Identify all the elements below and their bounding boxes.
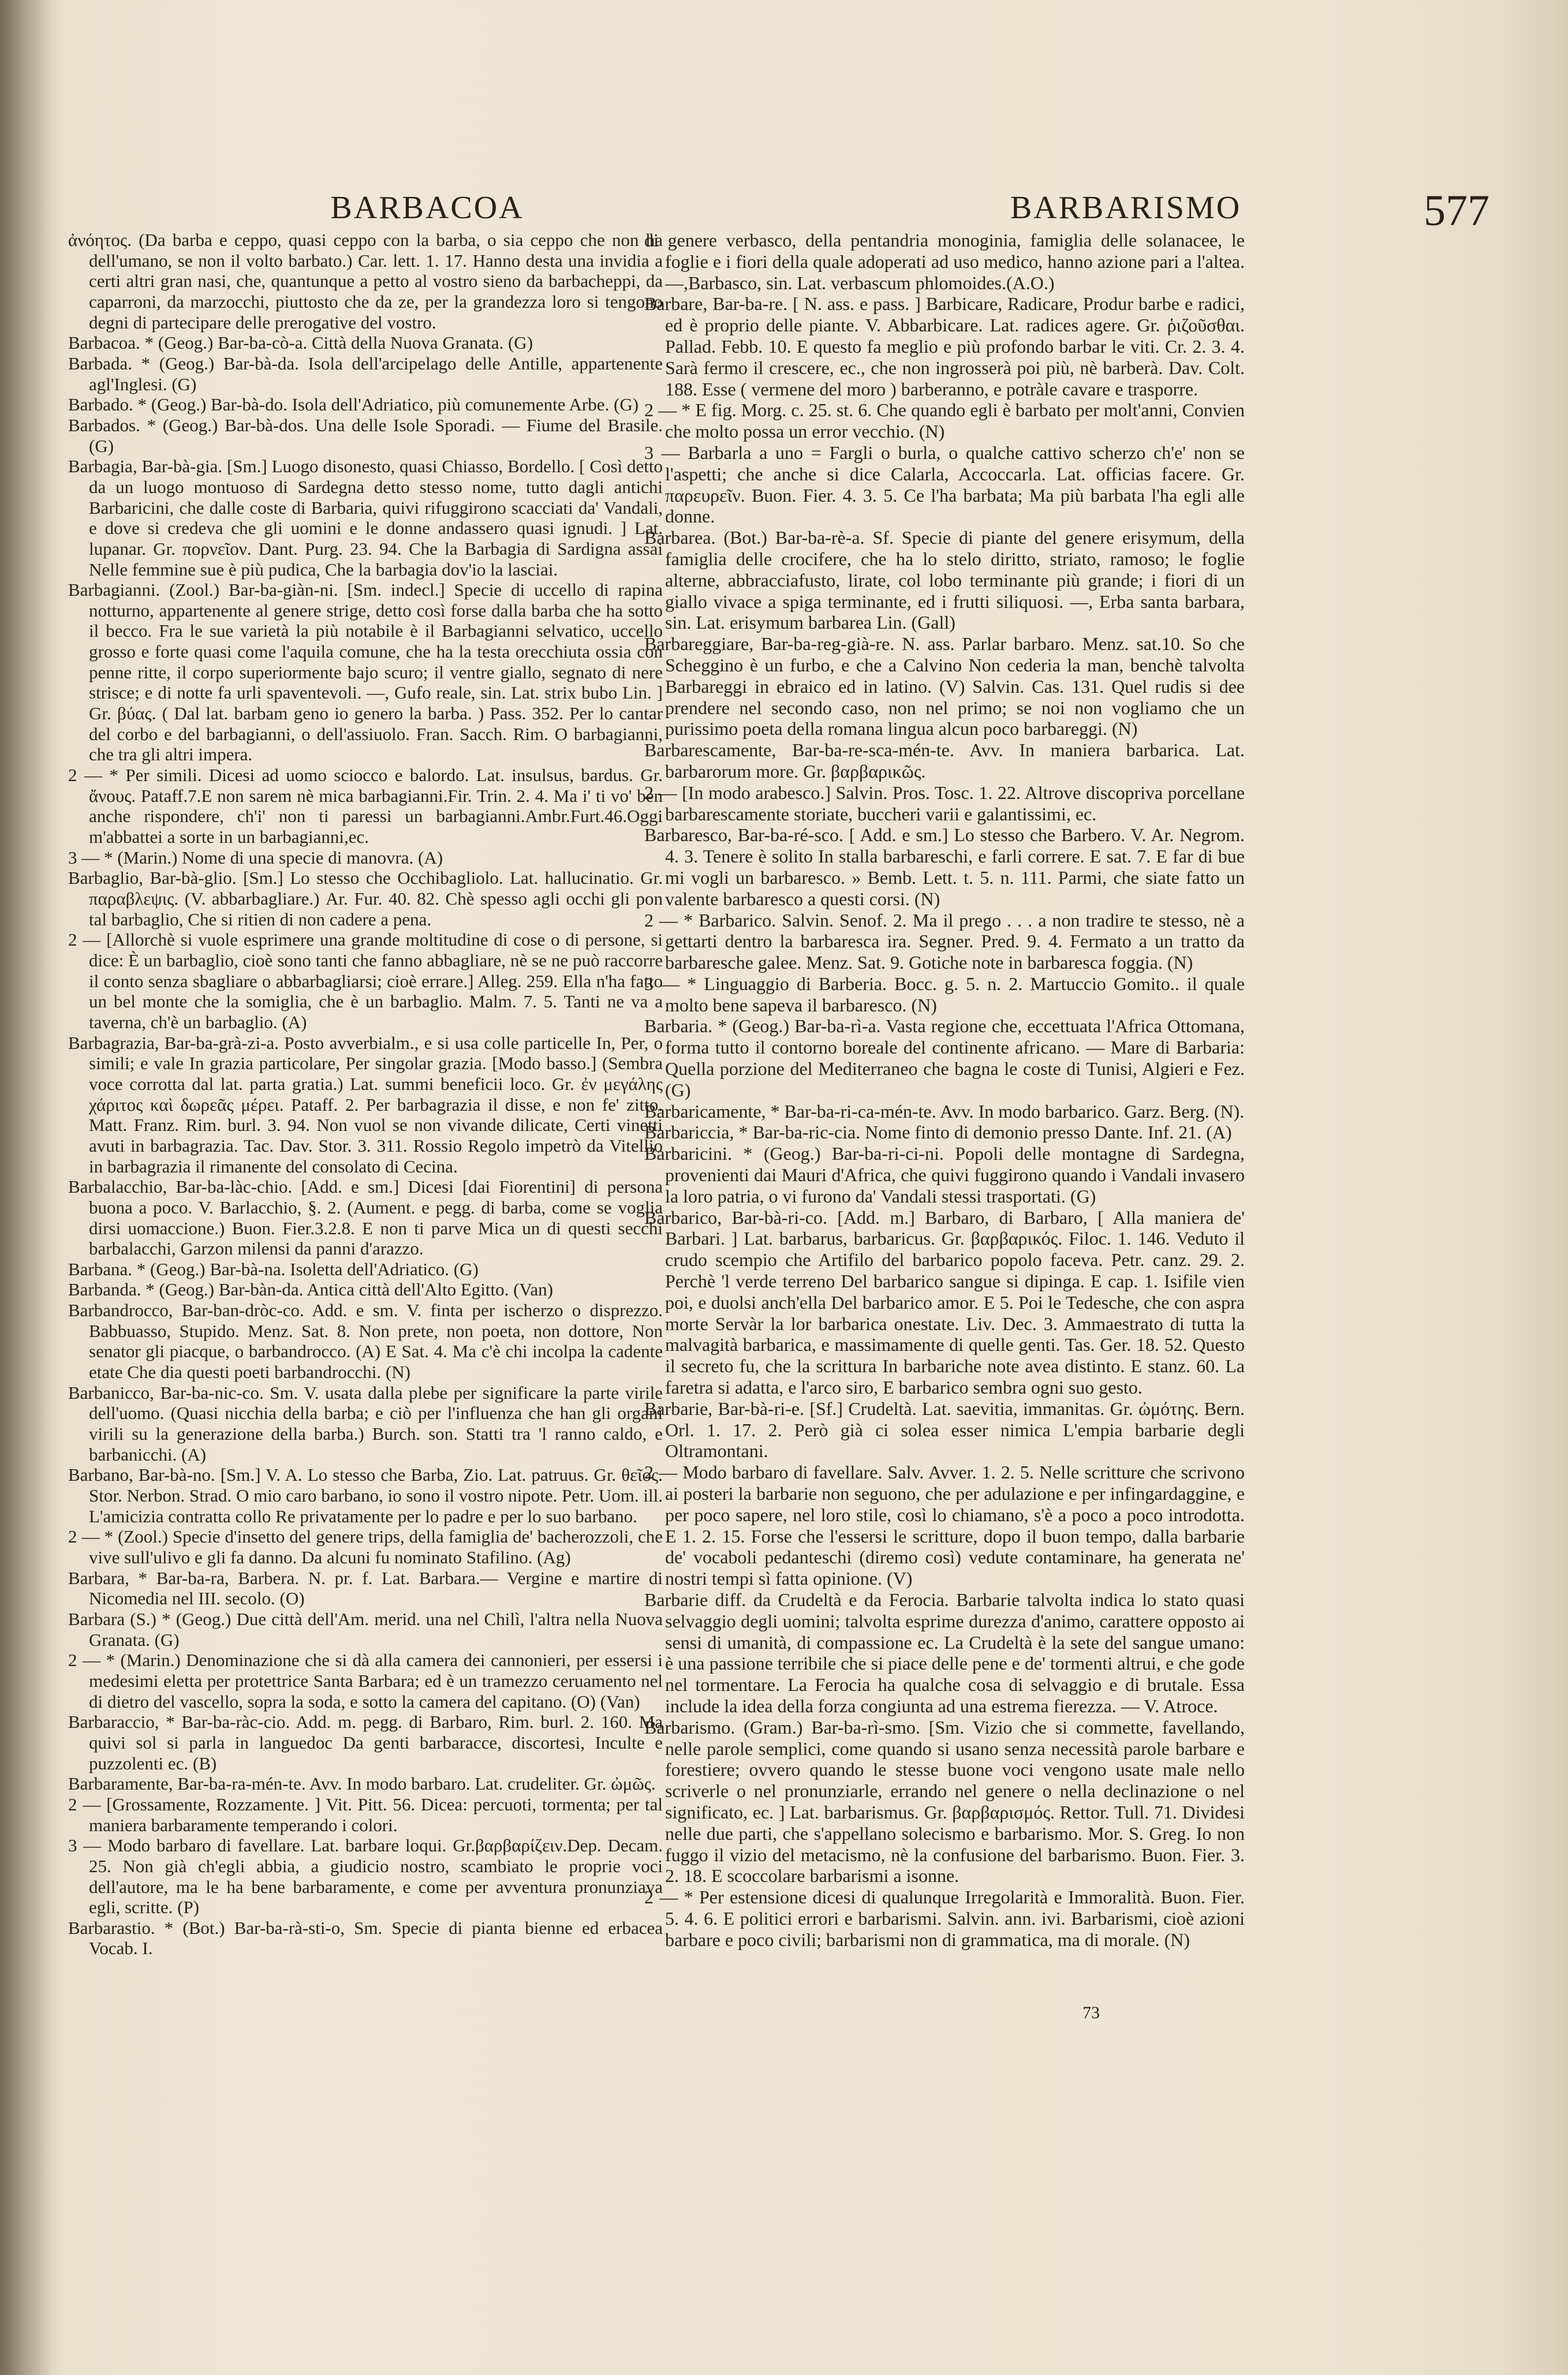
dictionary-entry: Barbarismo. (Gram.) Bar-ba-rì-smo. [Sm. Vizio che si commette, favellando, nelle parole semplici, come quando si usano senza necessità parole barbare e forestiere; ovvero quando le stesse buone voci vengono usate male nello scriverle o nel pronunziarle, errando nel genere o nella declinazione o nel significato, ec. ] Lat. barbarismus. Gr. βαρβαρισμός. Rettor. Tull. 71. Dividesi nelle due parti, che s'appellano solecismo e barbarismo. Mor. S. Greg. Io non fuggo il vizio del metacismo, nè la confusione del barbarismo. Buon. Fier. 3. 2. 18. E scoccolare barbarismi a isonne. — [644, 1716, 1245, 1887]
left-running-head: BARBACOA — [330, 190, 524, 226]
dictionary-entry: Barbaresco, Bar-ba-ré-sco. [ Add. e sm.] Lo stesso che Barbero. V. Ar. Negrom. 4. 3. Tenere è solito In stalla barbareschi, e farli correre. E sat. 7. E far di bue mi vogli un barbaresco. » Bemb. Lett. t. 5. n. 111. Parmi, che siate fatto un valente barbaresco a questi corsi. (N) — [644, 824, 1245, 909]
gutter-shadow — [0, 0, 52, 2375]
dictionary-entry: Barbado. * (Geog.) Bar-bà-do. Isola dell'Adriatico, più comunemente Arbe. (G) — [68, 394, 639, 415]
right-running-head: BARBARISMO — [1010, 190, 1242, 226]
dictionary-entry: Barbagianni. (Zool.) Bar-ba-giàn-ni. [Sm. indecl.] Specie di uccello di rapina notturno, appartenente al genere strige, detto così forse dalla barba che ha sotto il becco. Fra le sue varietà la più notabile è il Barbagianni selvatico, uccello grosso e forte quasi come l'aquila comune, che ha la testa orecchiuta ossia con penne ritte, il corpo superiormente bajo scuro; il ventre giallo, segnato di nere strisce; e di notte fa urli spaventevoli. —, Gufo reale, sin. Lat. strix bubo Lin. ] Gr. βύας. ( Dal lat. barbam geno io genero la barba. ) Pass. 352. Per lo cantar del corbo e del barbagianni, o dell'assiuolo. Fran. Sacch. Rim. O barbagianni, che tra gli altri impera. — [68, 580, 663, 765]
signature-mark: 73 — [1082, 2003, 1100, 2022]
dictionary-entry: Barbarea. (Bot.) Bar-ba-rè-a. Sf. Specie di piante del genere erisymum, della famiglia delle crocifere, che ha lo stelo diritto, striato, ramoso; le foglie alterne, abbracciafusto, lirate, col lobo terminante più grande; i fiori di un giallo vivace a spiga terminante, ed i frutti siliquosi. —, Erba santa barbara, sin. Lat. erisymum barbarea Lin. (Gall) — [644, 527, 1245, 633]
dictionary-entry: 3 — Barbarla a uno = Fargli o burla, o qualche cattivo scherzo ch'e' non se l'aspetti; che anche si dice Calarla, Accoccarla. Lat. officias facere. Gr. παρευρεῖν. Buon. Fier. 4. 3. 5. Ce l'ha barbata; Ma più barbata l'ha egli alle donne. — [644, 442, 1245, 527]
dictionary-entry: 3 — Modo barbaro di favellare. Lat. barbare loqui. Gr.βαρβαρίζειν.Dep. Decam. 25. Non già ch'egli abbia, a giudicio nostro, scambiato le proprie voci dell'autore, ma le ha bene barbaramente, e come per avventura pronunziava egli, scritte. (P) — [68, 1835, 663, 1918]
dictionary-entry: ἀνόητος. (Da barba e ceppo, quasi ceppo con la barba, o sia ceppo che non ha dell'umano, se non il volto barbato.) Car. lett. 1. 17. Hanno desta una invidia a certi altri gran nasi, che, quantunque a petto al vostro sieno da barbacheppi, da caparroni, da marzocchi, piuttosto che da ze, per la grandezza loro si tengono degni di partecipare delle prerogative del vostro. — [68, 230, 663, 333]
dictionary-entry: Barbaricamente, * Bar-ba-ri-ca-mén-te. Avv. In modo barbarico. Garz. Berg. (N). — [644, 1100, 1245, 1122]
dictionary-entry: Barbareggiare, Bar-ba-reg-già-re. N. ass. Parlar barbaro. Menz. sat.10. So che Scheggino è un furbo, e che a Calvino Non cederia la man, benchè talvolta Barbareggi in ebraico ed in latino. (V) Salvin. Cas. 131. Quel rudis si dee prendere nel secondo caso, non nel primo; se noi non vogliamo che un purissimo poeta della romana lingua alcun poco barbareggi. (N) — [644, 633, 1245, 740]
dictionary-entry: 2 — * Per simili. Dicesi ad uomo sciocco e balordo. Lat. insulsus, bardus. Gr. ἄνους. Pataff.7.E non sarem nè mica barbagianni.Fir. Trin. 2. 4. Ma i' ti vo' ben anche rispondere, ch'i' non ti paressi un barbagianni.Ambr.Furt.46.Oggi m'abbattei a sorte in un barbagianni,ec. — [68, 765, 663, 847]
dictionary-entry: Barbana. * (Geog.) Bar-bà-na. Isoletta dell'Adriatico. (G) — [68, 1259, 479, 1279]
dictionary-entry: Barbarico, Bar-bà-ri-co. [Add. m.] Barbaro, di Barbaro, [ Alla maniera de' Barbari. ] Lat. barbarus, barbaricus. Gr. βαρβαρικός. Filoc. 1. 146. Veduto il crudo scempio che Artifilo del barbarico popolo faceva. Petr. canz. 29. 2. Perchè 'l verde terreno Del barbarico sangue si dipinga. E cap. 1. Isifile vien poi, e duolsi anch'ella Del barbarico amor. E 5. Poi le Tedesche, che con aspra morte Servàr la lor barbarica onestate. Liv. Dec. 3. Ammaestrato di tutta la malvagità barbarica, e massimamente di quelle genti. Tas. Ger. 18. 52. Questo il secreto fu, che la scrittura In barbariche note avea distinto. E stanz. 60. La faretra si adatta, e l'arco siro, E barbarico sembra ogni suo gesto. — [644, 1207, 1245, 1398]
dictionary-entry: Barbaglio, Bar-bà-glio. [Sm.] Lo stesso che Occhibagliolo. Lat. hallucinatio. Gr. παραβλεψις. (V. abbarbagliare.) Ar. Fur. 40. 82. Chè spesso agli occhi gli pon tal barbaglio, Che si ritien di non cadere a pena. — [68, 868, 663, 929]
dictionary-entry: Barbarie, Bar-bà-ri-e. [Sf.] Crudeltà. Lat. saevitia, immanitas. Gr. ὠμότης. Bern. Orl. 1. 17. 2. Però già ci solea esser nimica L'empia barbarie degli Oltramontani. — [644, 1398, 1245, 1462]
dictionary-entry: 2 — [Grossamente, Rozzamente. ] Vit. Pitt. 56. Dicea: percuoti, tormenta; per tal maniera barbaramente temperando i colori. — [68, 1794, 663, 1835]
left-column — [68, 230, 663, 1959]
dictionary-entry: 2 — Modo barbaro di favellare. Salv. Avver. 1. 2. 5. Nelle scritture che scrivono ai posteri la barbarie non seguono, che per adulazione e per infingardaggine, e per poco sapere, nel loro stile, così lo chiamano, s'è a poco a poco introdotta. E 1. 2. 15. Forse che l'essersi le scritture, dopo il buon tempo, dalla barbarie de' vocaboli pedanteschi (diremo così) vedute contaminare, ha generata ne' nostri tempi sì fatta opinione. (V) — [644, 1462, 1245, 1589]
dictionary-entry: 2 — * (Zool.) Specie d'insetto del genere trips, della famiglia de' bacherozzoli, che vive sull'ulivo e gli fa danno. Da alcuni fu nominato Stafilino. (Ag) — [68, 1526, 663, 1567]
dictionary-entry: Barbarastio. * (Bot.) Bar-ba-rà-sti-o, Sm. Specie di pianta bienne ed erbacea Vocab. I. — [68, 1917, 663, 1959]
dictionary-entry: 2 — [Allorchè si vuole esprimere una grande moltitudine di cose o di persone, si dice: È un barbaglio, cioè sono tanti che fanno abbagliare, nè se ne può raccorre il conto senza sbagliare o abbarbagliarsi; cioè errare.] Alleg. 259. Ella n'ha fatto un bel monte che la somiglia, che è un barbaglio. Malm. 7. 5. Tanti ne va a taverna, ch'è un barbaglio. (A) — [68, 929, 663, 1032]
dictionary-entry: Barbanda. * (Geog.) Bar-bàn-da. Antica città dell'Alto Egitto. (Van) — [68, 1279, 553, 1300]
dictionary-entry: Barbano, Bar-bà-no. [Sm.] V. A. Lo stesso che Barba, Zio. Lat. patruus. Gr. θεῖος. Stor. Nerbon. Strad. O mio caro barbano, io sono il vostro nipote. Petr. Uom. ill. L'amicizia contratta collo Re privatamente per lo padre e per lo suo barbano. — [68, 1465, 663, 1526]
dictionary-entry: 2 — * (Marin.) Denominazione che si dà alla camera dei cannonieri, per essersi i medesimi eletta per protettrice Santa Barbara; ed è un tramezzo ceruamento nel di dietro del vascello, sopra la soda, e sotto la camera del capitano. (O) (Van) — [68, 1650, 663, 1712]
dictionary-entry: Barbare, Bar-ba-re. [ N. ass. e pass. ] Barbicare, Radicare, Produr barbe e radici, ed è proprio delle piante. V. Abbarbicare. Lat. radices agere. Gr. ῥιζοῦσθαι. Pallad. Febb. 10. E questo fa meglio e più profondo barbar le viti. Cr. 2. 3. 4. Sarà fermo il crescere, ec., che non ingrosserà poi più, nè barberà. Dav. Colt. 188. Esse ( vermene del moro ) barberanno, e potràle cavare e trasporre. — [644, 293, 1245, 399]
dictionary-entry: Barbandrocco, Bar-ban-dròc-co. Add. e sm. V. finta per ischerzo o disprezzo. Babbuasso, Stupido. Menz. Sat. 8. Non prete, non poeta, non dottore, Non senator gli piacque, o barbandrocco. (A) E Sat. 4. Ma c'è chi incolpa la cadente etate Che dia questi poeti barbandrocchi. (N) — [68, 1300, 663, 1383]
dictionary-entry: 2 — * Barbarico. Salvin. Senof. 2. Ma il prego . . . a non tradire te stesso, nè a gettarti dentro la barbaresca ira. Segner. Pred. 9. 4. Fermato a un tratto da barbaresche galee. Menz. Sat. 9. Gotiche note in barbaresca foggia. (N) — [644, 909, 1245, 973]
dictionary-entry: di genere verbasco, della pentandria monoginia, famiglia delle solanacee, le foglie e i fiori della quale adoperati ad uso medico, hanno azione pari a l'altea.—,Barbasco, sin. Lat. verbascum phlomoides.(A.O.) — [644, 230, 1245, 293]
dictionary-entry: Barbara (S.) * (Geog.) Due città dell'Am. merid. una nel Chilì, l'altra nella Nuova Granata. (G) — [68, 1608, 663, 1650]
dictionary-entry: 3 — * (Marin.) Nome di una specie di manovra. (A) — [68, 847, 443, 868]
dictionary-entry: 2 — * Per estensione dicesi di qualunque Irregolarità e Immoralità. Buon. Fier. 5. 4. 6. E politici errori e barbarismi. Salvin. ann. ivi. Barbarismi, cioè azioni barbare e poco civili; barbarismi non di grammatica, ma di morale. (N) — [644, 1887, 1245, 1950]
dictionary-entry: Barbagrazia, Bar-ba-grà-zi-a. Posto avverbialm., e si usa colle particelle In, Per, o simili; e vale In grazia particolare, Per singolar grazia. [Modo basso.] (Sembra voce corrotta dal lat. parta gratia.) Lat. summi beneficii loco. Gr. ἐν μεγάλης χάριτος καὶ δωρεᾶς μέρει. Pataff. 2. Per barbagrazia il disse, e non fe' zitto. Matt. Franz. Rim. burl. 3. 94. Non vuol se non vivande dilicate, Certi vinetti avuti in barbagrazia. Tac. Dav. Stor. 3. 311. Rossio Regolo impetrò da Vitellio in barbagrazia il rimanente del consolato di Cecina. — [68, 1032, 663, 1177]
dictionary-entry: Barbaraccio, * Bar-ba-ràc-cio. Add. m. pegg. di Barbaro, Rim. burl. 2. 160. Ma quivi sol si parla in languedoc Da genti barbaracce, discortesi, Inculte e puzzolenti ec. (B) — [68, 1712, 663, 1773]
dictionary-entry: Barbagia, Bar-bà-gia. [Sm.] Luogo disonesto, quasi Chiasso, Bordello. [ Così detto da un luogo montuoso di Sardegna detto stesso nome, tutto dagli antichi Barbaricini, che dalle coste di Barbaria, quivi rifuggirono scacciati da' Vandali, e dove si credeva che gli uomini e le donne andassero quasi ignudi. ] Lat. lupanar. Gr. πορνεῖον. Dant. Purg. 23. 94. Che la Barbagia di Sardigna assai Nelle femmine sue è più pudica, Che la barbagia dov'io la lasciai. — [68, 456, 663, 580]
dictionary-entry: 2 — [In modo arabesco.] Salvin. Pros. Tosc. 1. 22. Altrove discopriva porcellane barbarescamente storiate, buccheri varii e galantissimi, ec. — [644, 782, 1245, 824]
dictionary-entry: Barbariccia, * Bar-ba-ric-cia. Nome finto di demonio presso Dante. Inf. 21. (A) — [644, 1122, 1232, 1143]
dictionary-entry: Barbacoa. * (Geog.) Bar-ba-cò-a. Città della Nuova Granata. (G) — [68, 333, 533, 353]
page-number: 577 — [1424, 186, 1489, 235]
dictionary-entry: Barbada. * (Geog.) Bar-bà-da. Isola dell'arcipelago delle Antille, appartenente agl'Inglesi. (G) — [68, 353, 663, 394]
dictionary-entry: 2 — * E fig. Morg. c. 25. st. 6. Che quando egli è barbato per molt'anni, Convien che molto possa un error vecchio. (N) — [644, 399, 1245, 442]
dictionary-entry: 3 — * Linguaggio di Barberia. Bocc. g. 5. n. 2. Martuccio Gomito.. il quale molto bene sapeva il barbaresco. (N) — [644, 973, 1245, 1015]
dictionary-entry: Barbalacchio, Bar-ba-làc-chio. [Add. e sm.] Dicesi [dai Fiorentini] di persona buona a poco. V. Barlacchio, §. 2. (Aument. e pegg. di barba, come se voglia dirsi uomaccione.) Buon. Fier.3.2.8. E non ti parve Mica un di questi secchi barbalacchi, Garzon milensi da panni d'arazzo. — [68, 1177, 663, 1259]
dictionary-entry: Barbara, * Bar-ba-ra, Barbera. N. pr. f. Lat. Barbara.— Vergine e martire di Nicomedia nel III. secolo. (O) — [68, 1567, 663, 1609]
dictionary-entry: Barbarescamente, Bar-ba-re-sca-mén-te. Avv. In maniera barbarica. Lat. barbarorum more. Gr. βαρβαρικῶς. — [644, 740, 1245, 782]
right-column — [644, 230, 1245, 1951]
dictionary-entry: Barbarie diff. da Crudeltà e da Ferocia. Barbarie talvolta indica lo stato quasi selvaggio degli uomini; talvolta esprime durezza d'animo, carattere opposto ai sensi di umanità, di compassione ec. La Crudeltà è la sete del sangue umano: è una passione terribile che si piace delle pene e de' tormenti altrui, e che gode nel tormentare. La Ferocia ha qualche cosa di selvaggio e di brutale. Essa include la idea della forza congiunta ad una estrema fierezza. — V. Atroce. — [644, 1589, 1245, 1716]
dictionary-entry: Barbaria. * (Geog.) Bar-ba-rì-a. Vasta regione che, eccettuata l'Africa Ottomana, forma tutto il contorno boreale del continente africano. — Mare di Barbaria: Quella porzione del Mediterraneo che bagna le coste di Tunisi, Algieri e Fez. (G) — [644, 1015, 1245, 1100]
dictionary-entry: Barbados. * (Geog.) Bar-bà-dos. Una delle Isole Sporadi. — Fiume del Brasile. (G) — [68, 414, 663, 456]
dictionary-entry: Barbaricini. * (Geog.) Bar-ba-ri-ci-ni. Popoli delle montagne di Sardegna, provenienti dai Mauri d'Africa, che quivi fuggirono quando i Vandali invasero la loro patria, o vi furono da' Vandali stessi trasportati. (G) — [644, 1143, 1245, 1207]
dictionary-entry: Barbaramente, Bar-ba-ra-mén-te. Avv. In modo barbaro. Lat. crudeliter. Gr. ὠμῶς. — [68, 1773, 656, 1794]
dictionary-entry: Barbanicco, Bar-ba-nic-co. Sm. V. usata dalla plebe per significare la parte virile dell'uomo. (Quasi nicchia della barba; e ciò per l'influenza che han gli organi virili su la generazione della barba.) Burch. son. Statti tra 'l ranno caldo, e barbanicchi. (A) — [68, 1382, 663, 1465]
